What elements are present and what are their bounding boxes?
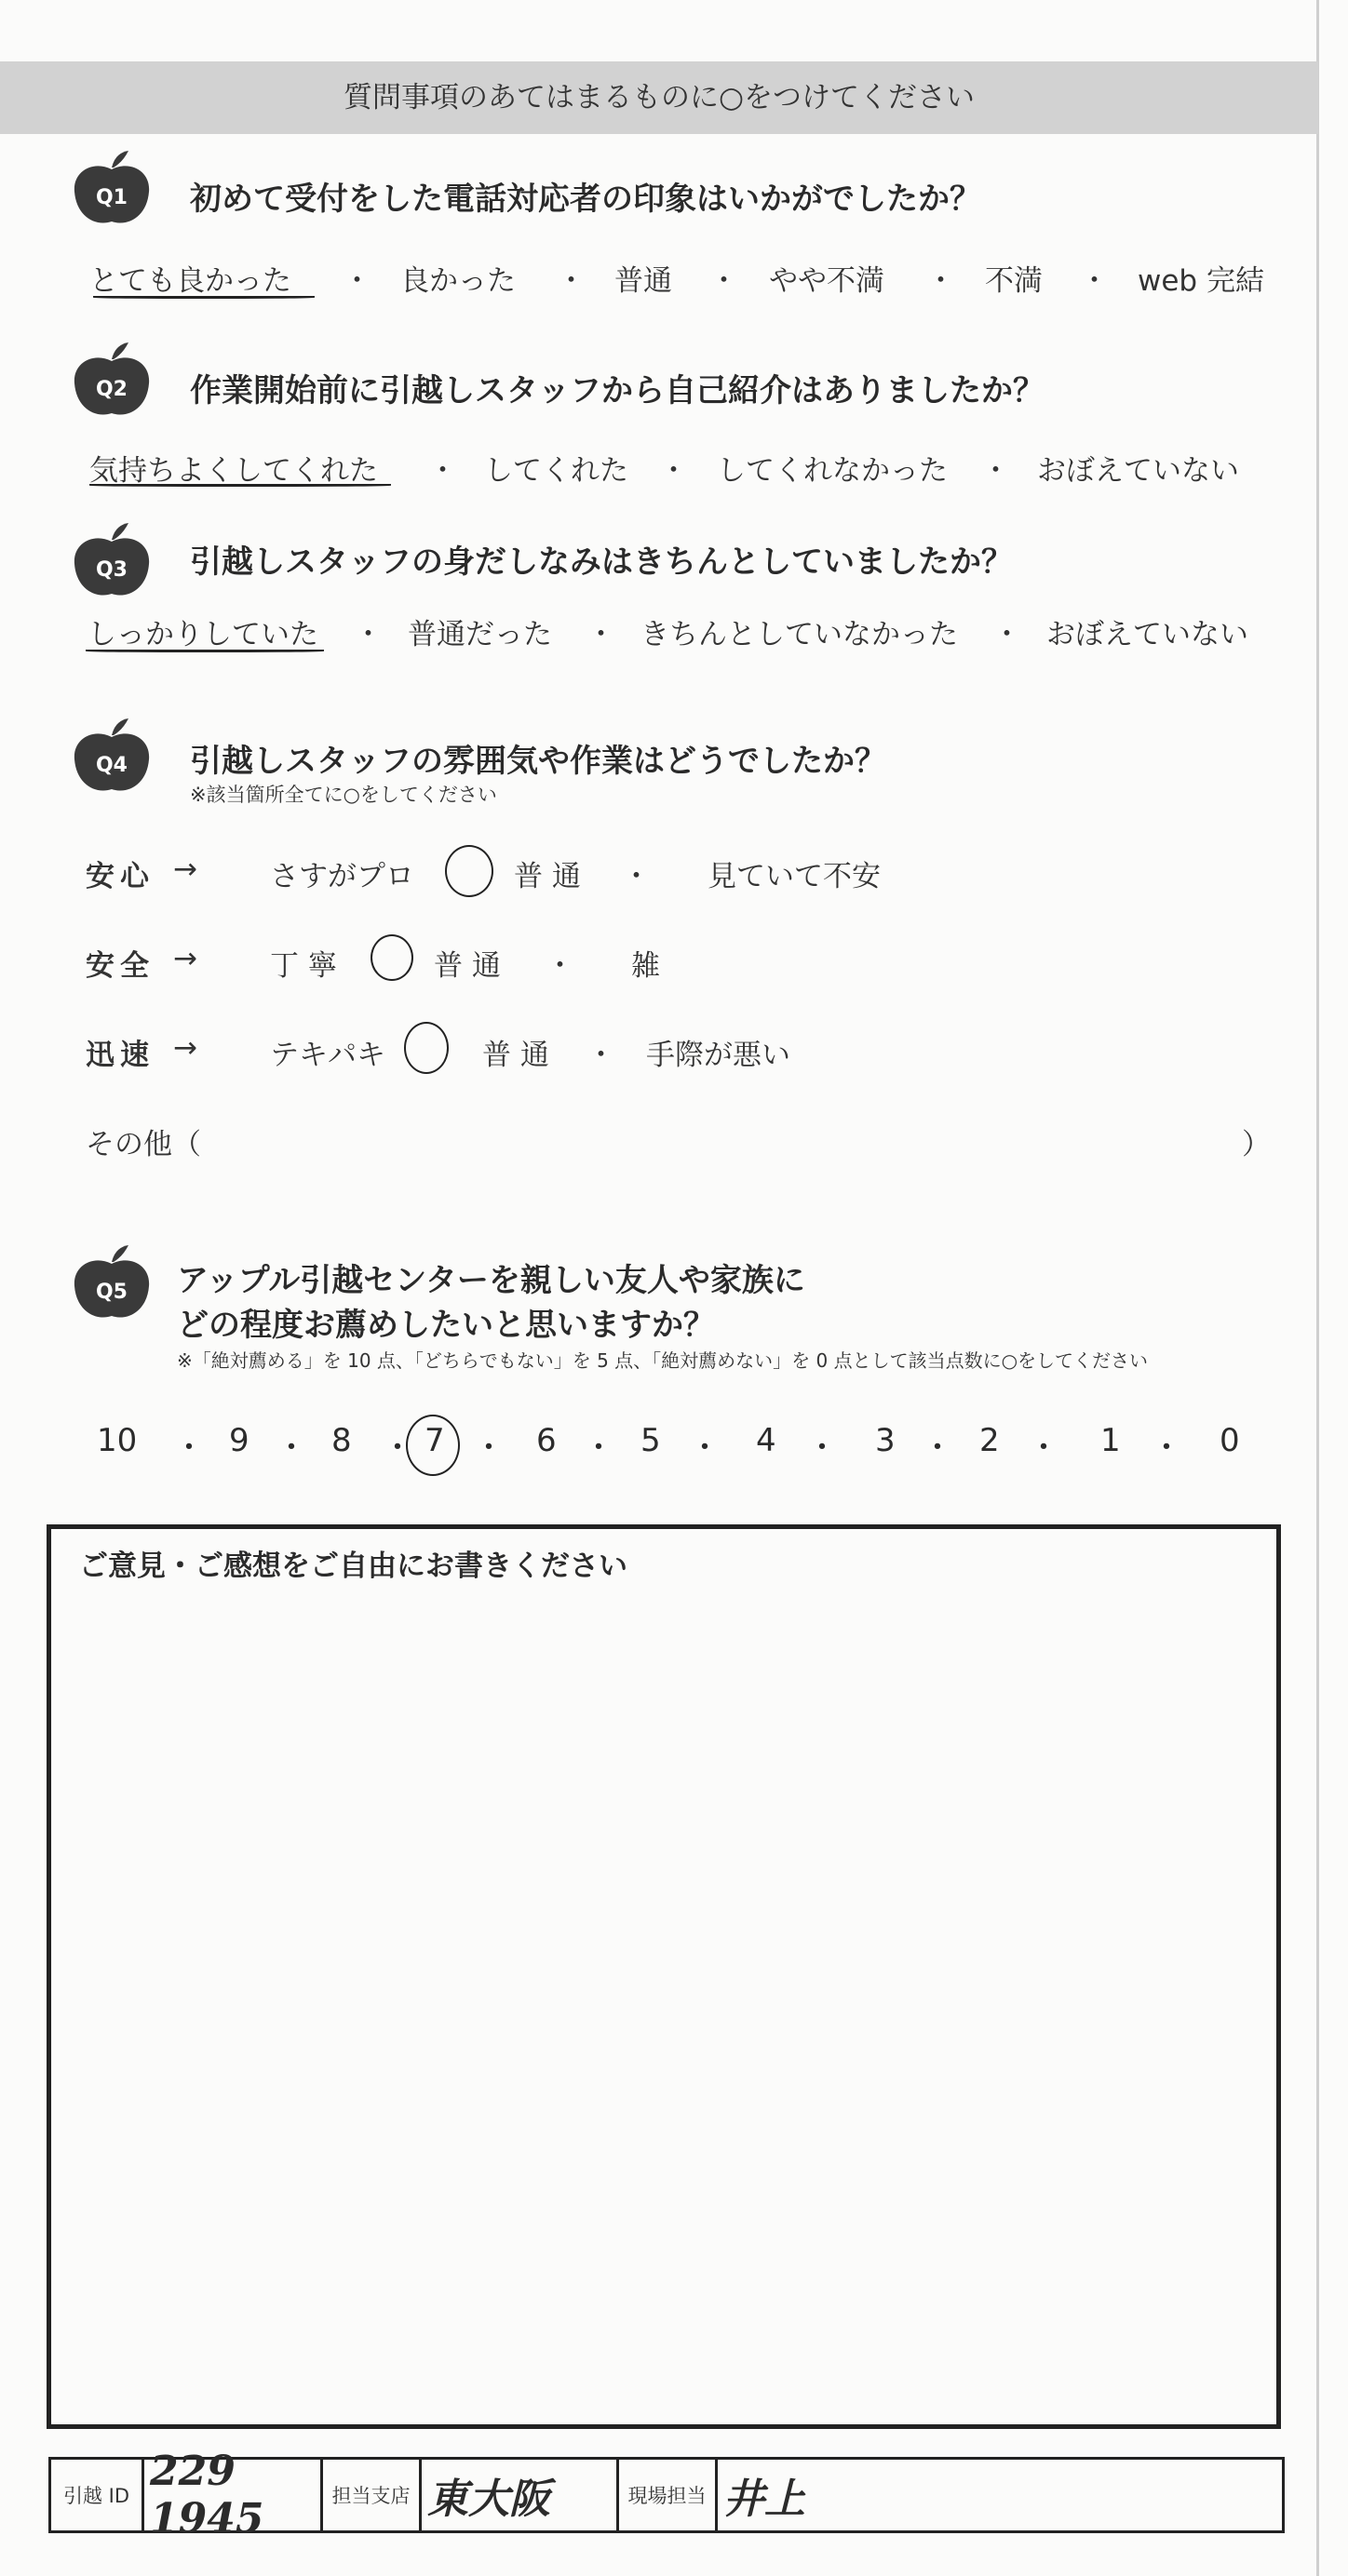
q4-option[interactable]: 見ていて不安 [708,860,881,893]
q4-option[interactable]: 普 通 [514,860,581,893]
q5-score[interactable]: 5 [640,1422,661,1459]
q4-row-jinsoku [0,1031,1318,1072]
separator-dot: ・ [586,618,615,651]
separator-dot: ・ [709,264,738,298]
q1-option-1[interactable]: とても良かった [89,264,291,298]
q5-label: Q5 [95,1281,128,1304]
separator-dot: ・ [546,949,574,983]
q4-label: Q4 [95,754,128,777]
separator-dot: ・ [173,1429,205,1467]
q4-option[interactable]: テキパキ [270,1039,385,1072]
move-id-label: 引越 ID [51,2460,144,2530]
separator-dot: ・ [583,1429,614,1467]
q4-note: ※該当箇所全てに○をしてください [190,784,497,806]
comment-text[interactable] [79,1594,1252,2395]
q1-label: Q1 [95,186,128,209]
page-edge [1316,0,1319,2576]
q5-score[interactable]: 2 [979,1422,1000,1459]
separator-dot: ・ [981,454,1010,488]
q2-option-3[interactable]: してくれなかった [717,454,948,488]
separator-dot: ・ [276,1429,307,1467]
q3-title: 引越しスタッフの身だしなみはきちんとしていましたか？ [190,543,1013,581]
q5-score[interactable]: 0 [1220,1422,1240,1459]
separator-dot: ・ [622,860,651,893]
q4-other [0,1120,1318,1161]
q5-selection-circle [406,1415,460,1476]
q1-option-3[interactable]: 普通 [614,264,672,298]
q5-score[interactable]: 4 [756,1422,776,1459]
separator-dot: ・ [354,618,383,651]
q4-apple-icon [67,717,156,800]
separator-dot: ・ [586,1039,615,1072]
q5-title-line2: どの程度お薦めしたいと思いますか？ [177,1307,715,1344]
q5-score[interactable]: 8 [331,1422,352,1459]
q3-option-3[interactable]: きちんとしていなかった [640,618,958,651]
q4-option[interactable]: 雑 [631,949,660,983]
separator-dot: ・ [1151,1429,1182,1467]
q3-option-1[interactable]: しっかりしていた [88,618,318,651]
arrow-icon: → [173,1031,197,1065]
separator-dot: ・ [1080,264,1109,298]
header-title: 質問事項のあてはまるものに○をつけてください [343,81,976,114]
header-bar [0,61,1318,134]
q4-row-label: 安心 [86,860,155,893]
q1-option-6[interactable]: web 完結 [1138,264,1264,298]
q4-other-label: その他（ [86,1128,201,1161]
q4-option[interactable]: 普 通 [482,1039,549,1072]
q5-note: ※「絶対薦める」を 10 点、「どちらでもない」を 5 点、「絶対薦めない」を 0 点として該当点数に○をしてください [177,1349,1149,1372]
q3-selected-underline [86,650,324,652]
arrow-icon: → [173,852,197,886]
q5-scale [0,1422,1318,1469]
q5-score[interactable]: 10 [97,1422,138,1459]
staff-value[interactable]: 井上 [723,2475,805,2523]
q2-option-4[interactable]: おぼえていない [1037,454,1239,488]
q1-option-4[interactable]: やや不満 [769,264,884,298]
q3-option-4[interactable]: おぼえていない [1046,618,1248,651]
q3-label: Q3 [95,558,128,582]
separator-dot: ・ [428,454,457,488]
q2-title: 作業開始前に引越しスタッフから自己紹介はありましたか？ [190,372,1045,409]
q5-apple-icon [67,1243,156,1327]
q4-option[interactable]: 手際が悪い [646,1039,790,1072]
separator-dot: ・ [689,1429,721,1467]
q2-label: Q2 [95,378,128,401]
q4-title: 引越しスタッフの雰囲気や作業はどうでしたか？ [190,743,886,780]
q4-row3-selection-circle [404,1022,449,1074]
q4-row1-selection-circle [445,845,493,897]
q5-score[interactable]: 1 [1100,1422,1121,1459]
staff-label: 現場担当 [619,2460,718,2530]
q1-apple-icon [67,149,156,233]
arrow-icon: → [173,942,197,975]
q2-option-1[interactable]: 気持ちよくしてくれた [89,454,378,488]
q4-option[interactable]: 普 通 [434,949,501,983]
separator-dot: ・ [992,618,1021,651]
q4-option[interactable]: さすがプロ [270,860,414,893]
separator-dot: ・ [557,264,586,298]
q1-option-5[interactable]: 不満 [985,264,1043,298]
q4-other-close: ） [1242,1128,1271,1161]
q5-title-line1: アップル引越センターを親しい友人や家族に [177,1262,805,1299]
q4-row2-selection-circle [371,934,413,981]
q3-option-2[interactable]: 普通だった [408,618,552,651]
separator-dot: ・ [382,1429,413,1467]
separator-dot: ・ [343,264,371,298]
q5-score[interactable]: 9 [229,1422,249,1459]
q1-option-2[interactable]: 良かった [400,264,516,298]
comment-title: ご意見・ご感想をご自由にお書きください [79,1550,627,1583]
move-id-value[interactable]: 229 1945 [144,2460,323,2530]
q5-score[interactable]: 3 [875,1422,896,1459]
q3-options [0,610,1318,651]
separator-dot: ・ [1028,1429,1059,1467]
q5-score[interactable]: 7 [425,1422,445,1459]
q4-row-anzen [0,942,1318,983]
separator-dot: ・ [659,454,688,488]
q1-selected-underline [93,296,315,299]
q5-score[interactable]: 6 [536,1422,557,1459]
branch-value[interactable]: 東大阪 [422,2460,619,2530]
q4-row-label: 安全 [86,949,155,983]
branch-label: 担当支店 [323,2460,422,2530]
q2-selected-underline [89,484,391,487]
q3-apple-icon [67,521,156,605]
q1-options [0,257,1318,298]
comment-box[interactable] [47,1524,1281,2429]
footer-table [48,2448,1285,2542]
q2-option-2[interactable]: してくれた [484,454,628,488]
q1-title: 初めて受付をした電話対応者の印象はいかがでしたか？ [190,181,981,218]
separator-dot: ・ [806,1429,838,1467]
q4-row-anshin [0,852,1318,893]
separator-dot: ・ [926,264,955,298]
separator-dot: ・ [473,1429,505,1467]
separator-dot: ・ [922,1429,953,1467]
q4-row-label: 迅速 [86,1039,155,1072]
q2-options [0,447,1318,488]
q4-option[interactable]: 丁 寧 [270,949,337,983]
q2-apple-icon [67,341,156,424]
